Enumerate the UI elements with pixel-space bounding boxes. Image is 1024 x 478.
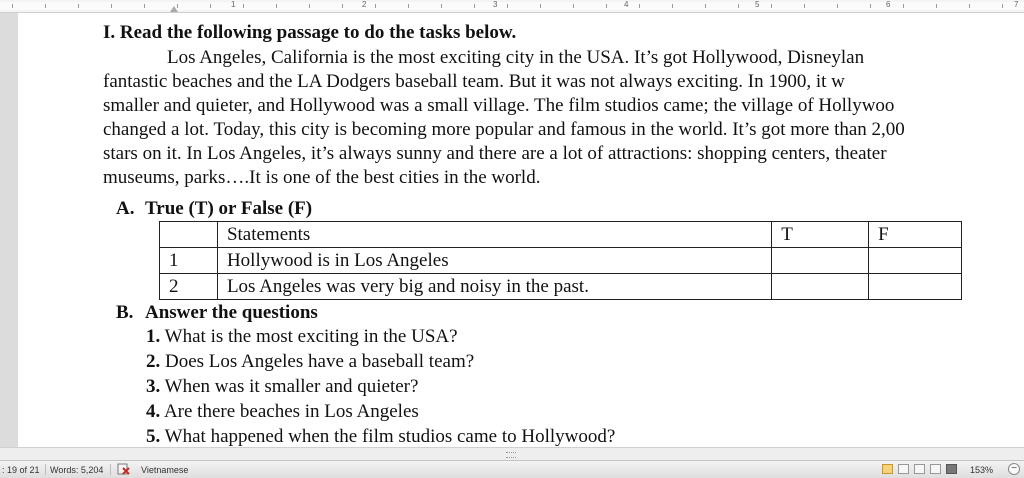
ruler-tick	[408, 4, 409, 8]
ruler-tick	[78, 4, 79, 8]
ruler-tick	[375, 4, 376, 8]
question-text: Are there beaches in Los Angeles	[163, 401, 419, 422]
horizontal-scrollbar[interactable]	[0, 447, 1024, 460]
question-text: What is the most exciting in the USA?	[164, 326, 458, 347]
ruler-tick	[441, 4, 442, 8]
ruler-tick	[606, 4, 607, 8]
ruler-tick	[210, 4, 211, 8]
horizontal-ruler[interactable]	[0, 0, 1024, 13]
ruler-tick	[903, 4, 904, 8]
ruler-number: 7	[1014, 0, 1019, 9]
section-b-title: Answer the questions	[145, 302, 318, 323]
zoom-out-button[interactable]: −	[1008, 463, 1020, 475]
question-number: 4.	[146, 401, 161, 422]
question-number: 1.	[146, 326, 161, 347]
ruler-number: 2	[362, 0, 367, 9]
ruler-tick	[738, 4, 739, 8]
reading-passage[interactable]	[103, 46, 1024, 196]
ruler-tick	[309, 4, 310, 8]
true-answer-cell[interactable]	[772, 248, 869, 274]
ruler-tick	[573, 4, 574, 8]
ruler-number: 5	[755, 0, 760, 9]
status-divider	[45, 464, 46, 475]
question-number: 3.	[146, 376, 161, 397]
ruler-tick	[672, 4, 673, 8]
table-header-cell	[160, 222, 218, 248]
outline-view-icon[interactable]	[930, 464, 941, 474]
ruler-number: 3	[493, 0, 498, 9]
ruler-tick	[837, 4, 838, 8]
language-indicator[interactable]: Vietnamese	[141, 465, 189, 475]
table-row	[160, 274, 962, 300]
question-text: What happened when the film studios came to Hollywood?	[164, 426, 616, 447]
passage-line: fantastic beaches and the LA Dodgers baseball team. But it was not always exciting. In 1900, it w	[103, 71, 845, 92]
passage-line: Los Angeles, California is the most exciting city in the USA. It’s got Hollywood, Disneylan	[167, 47, 865, 68]
question-number: 5.	[146, 426, 161, 447]
question-number: 2.	[146, 351, 161, 372]
ruler-tick	[1002, 4, 1003, 8]
list-item	[146, 351, 474, 373]
ruler-tick	[705, 4, 706, 8]
ruler-tick	[342, 4, 343, 8]
ruler-number: 4	[624, 0, 629, 9]
page-count[interactable]: : 19 of 21	[2, 465, 40, 475]
passage-line: smaller and quieter, and Hollywood was a small village. The film studios came; the village of Hollywoo	[103, 95, 895, 116]
page-margin-left	[0, 13, 18, 447]
statement-cell: Hollywood is in Los Angeles	[217, 248, 771, 274]
row-number: 1	[160, 248, 218, 274]
false-answer-cell[interactable]	[869, 274, 962, 300]
ruler-tick	[639, 4, 640, 8]
ruler-tick	[771, 4, 772, 8]
full-screen-reading-view-icon[interactable]	[898, 464, 909, 474]
table-header-row	[160, 222, 962, 248]
section-a-title: True (T) or False (F)	[145, 198, 313, 219]
true-false-table[interactable]	[159, 221, 962, 300]
false-answer-cell[interactable]	[869, 248, 962, 274]
list-item	[146, 326, 458, 348]
table-row	[160, 248, 962, 274]
table-header-cell: T	[772, 222, 869, 248]
list-item	[146, 426, 615, 447]
ruler-tick	[111, 4, 112, 8]
zoom-level[interactable]: 153%	[970, 465, 994, 475]
ruler-number: 1	[231, 0, 236, 9]
split-grip-icon[interactable]	[506, 452, 516, 458]
draft-view-icon[interactable]	[946, 464, 957, 474]
row-number: 2	[160, 274, 218, 300]
ruler-tick	[936, 4, 937, 8]
ruler-tick	[474, 4, 475, 8]
ruler-tick	[177, 4, 178, 8]
exercise-heading: I. Read the following passage to do the tasks below.	[103, 22, 517, 43]
ruler-tick	[540, 4, 541, 8]
question-text: Does Los Angeles have a baseball team?	[165, 351, 475, 372]
ruler-tick	[507, 4, 508, 8]
ruler-tick	[12, 4, 13, 8]
table-header-cell: F	[869, 222, 962, 248]
word-count[interactable]: Words: 5,204	[50, 465, 104, 475]
ruler-tick	[45, 4, 46, 8]
ruler-number: 6	[886, 0, 891, 9]
list-item	[146, 376, 418, 398]
passage-line: stars on it. In Los Angeles, it’s always sunny and there are a lot of attractions: shopping centers, theater	[103, 143, 887, 164]
ruler-tick	[144, 4, 145, 8]
ruler-tick	[243, 4, 244, 8]
ruler-tick	[804, 4, 805, 8]
passage-line: changed a lot. Today, this city is becoming more popular and famous in the world. It’s got more than 2,00	[103, 119, 905, 140]
section-a-label: A.	[116, 198, 135, 219]
passage-line: museums, parks….It is one of the best cities in the world.	[103, 167, 541, 188]
question-text: When was it smaller and quieter?	[164, 376, 419, 397]
ruler-tick	[870, 4, 871, 8]
spelling-check-icon[interactable]	[117, 463, 131, 476]
table-header-cell: Statements	[217, 222, 771, 248]
statement-cell: Los Angeles was very big and noisy in the past.	[217, 274, 771, 300]
list-item	[146, 401, 419, 423]
status-bar	[0, 460, 1024, 478]
ruler-tick	[969, 4, 970, 8]
true-answer-cell[interactable]	[772, 274, 869, 300]
print-layout-view-icon[interactable]	[882, 464, 893, 474]
web-layout-view-icon[interactable]	[914, 464, 925, 474]
ruler-tick	[276, 4, 277, 8]
question-list	[146, 326, 706, 447]
status-divider	[110, 464, 111, 475]
section-b-label: B.	[116, 302, 134, 323]
